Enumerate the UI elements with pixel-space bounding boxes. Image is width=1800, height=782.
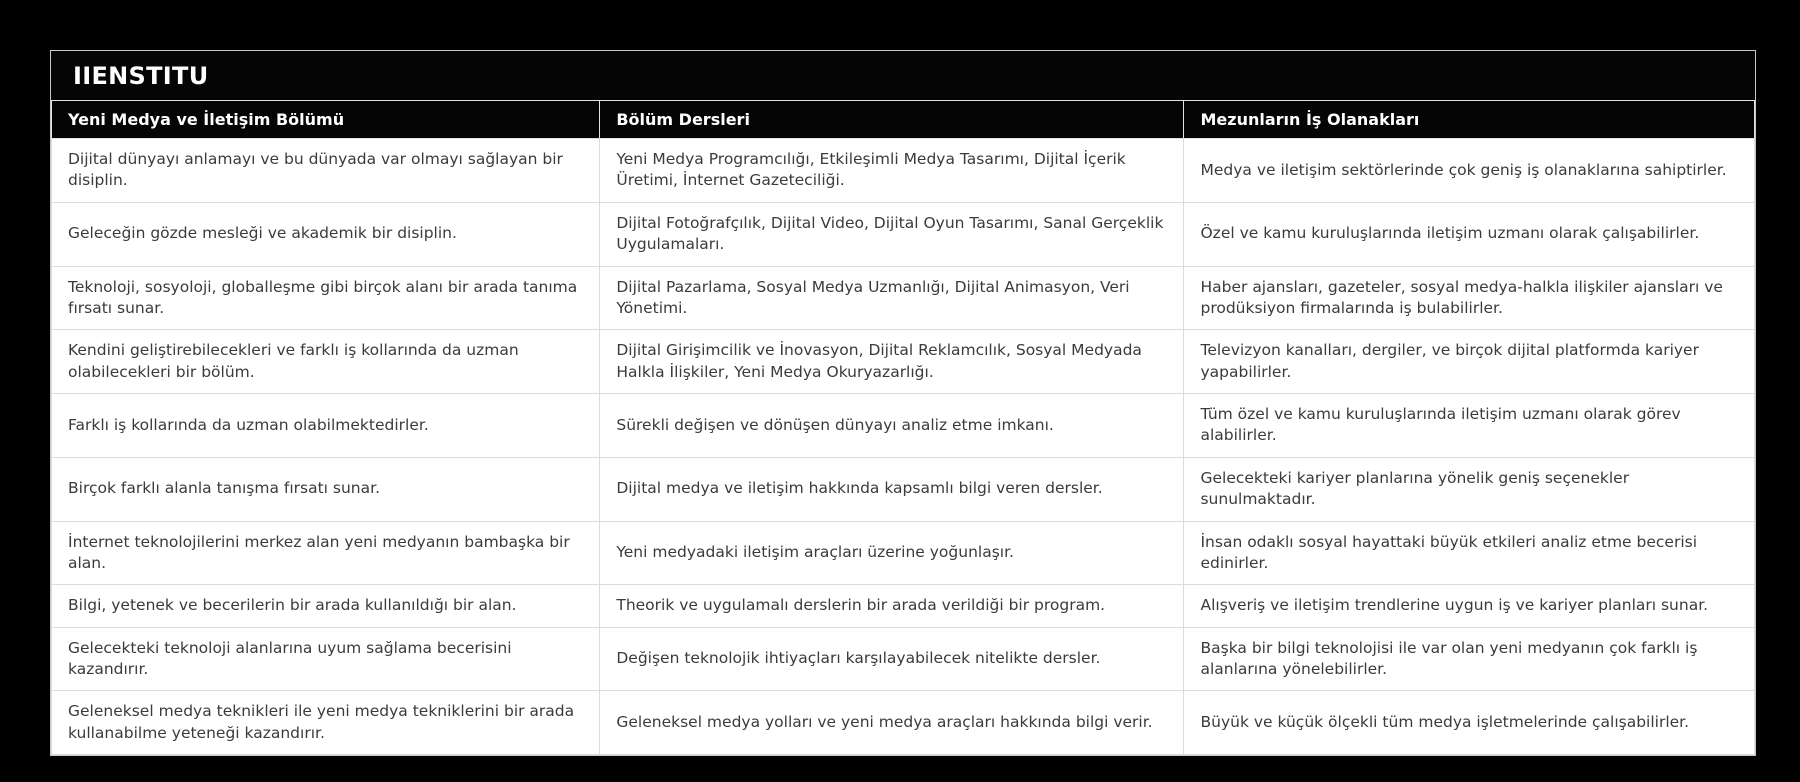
table-row	[52, 627, 1755, 691]
table-cell: Farklı iş kollarında da uzman olabilmektedirler.	[52, 394, 600, 458]
brand-header	[51, 51, 1755, 101]
table-body	[52, 139, 1755, 755]
table-cell: Dijital Girişimcilik ve İnovasyon, Dijital Reklamcılık, Sosyal Medyada Halkla İlişkiler, Yeni Medya Okuryazarlığı.	[600, 330, 1184, 394]
table-cell: Theorik ve uygulamalı derslerin bir arada verildiği bir program.	[600, 585, 1184, 627]
table-cell: Dijital Fotoğrafçılık, Dijital Video, Dijital Oyun Tasarımı, Sanal Gerçeklik Uygulamaları.	[600, 202, 1184, 266]
column-header-courses: Bölüm Dersleri	[600, 101, 1184, 139]
table-cell: Büyük ve küçük ölçekli tüm medya işletmelerinde çalışabilirler.	[1184, 691, 1755, 755]
table-cell: Geleceğin gözde mesleği ve akademik bir disiplin.	[52, 202, 600, 266]
table-row	[52, 202, 1755, 266]
table-cell: Yeni Medya Programcılığı, Etkileşimli Medya Tasarımı, Dijital İçerik Üretimi, İnternet Gazeteciliği.	[600, 139, 1184, 203]
header-row	[52, 101, 1755, 139]
table-cell: Değişen teknolojik ihtiyaçları karşılayabilecek nitelikte dersler.	[600, 627, 1184, 691]
table-cell: Alışveriş ve iletişim trendlerine uygun iş ve kariyer planları sunar.	[1184, 585, 1755, 627]
table-cell: Başka bir bilgi teknolojisi ile var olan yeni medyanın çok farklı iş alanlarına yönelebilirler.	[1184, 627, 1755, 691]
column-header-department: Yeni Medya ve İletişim Bölümü	[52, 101, 600, 139]
table-cell: Dijital dünyayı anlamayı ve bu dünyada var olmayı sağlayan bir disiplin.	[52, 139, 600, 203]
table-cell: Sürekli değişen ve dönüşen dünyayı analiz etme imkanı.	[600, 394, 1184, 458]
table-cell: Bilgi, yetenek ve becerilerin bir arada kullanıldığı bir alan.	[52, 585, 600, 627]
table-cell: Yeni medyadaki iletişim araçları üzerine yoğunlaşır.	[600, 521, 1184, 585]
table-cell: Gelecekteki teknoloji alanlarına uyum sağlama becerisini kazandırır.	[52, 627, 600, 691]
column-header-job-opportunities: Mezunların İş Olanakları	[1184, 101, 1755, 139]
table-row	[52, 457, 1755, 521]
table-row	[52, 585, 1755, 627]
table-cell: Gelecekteki kariyer planlarına yönelik geniş seçenekler sunulmaktadır.	[1184, 457, 1755, 521]
table-cell: Dijital Pazarlama, Sosyal Medya Uzmanlığı, Dijital Animasyon, Veri Yönetimi.	[600, 266, 1184, 330]
table-cell: Kendini geliştirebilecekleri ve farklı iş kollarında da uzman olabilecekleri bir bölüm.	[52, 330, 600, 394]
table-cell: Televizyon kanalları, dergiler, ve birçok dijital platformda kariyer yapabilirler.	[1184, 330, 1755, 394]
table-cell: Özel ve kamu kuruluşlarında iletişim uzmanı olarak çalışabilirler.	[1184, 202, 1755, 266]
table-cell: Dijital medya ve iletişim hakkında kapsamlı bilgi veren dersler.	[600, 457, 1184, 521]
table-card	[50, 50, 1756, 756]
table-cell: Geleneksel medya yolları ve yeni medya araçları hakkında bilgi verir.	[600, 691, 1184, 755]
table-row	[52, 691, 1755, 755]
table-cell: Haber ajansları, gazeteler, sosyal medya-halkla ilişkiler ajansları ve prodüksiyon firmalarında iş bulabilirler.	[1184, 266, 1755, 330]
table-cell: İnsan odaklı sosyal hayattaki büyük etkileri analiz etme becerisi edinirler.	[1184, 521, 1755, 585]
table-header	[52, 101, 1755, 139]
table-row	[52, 330, 1755, 394]
brand-title: IIENSTITU	[73, 61, 209, 90]
table-cell: Tüm özel ve kamu kuruluşlarında iletişim uzmanı olarak görev alabilirler.	[1184, 394, 1755, 458]
table-cell: Medya ve iletişim sektörlerinde çok geniş iş olanaklarına sahiptirler.	[1184, 139, 1755, 203]
table-row	[52, 139, 1755, 203]
info-table	[51, 101, 1755, 755]
table-cell: Geleneksel medya teknikleri ile yeni medya tekniklerini bir arada kullanabilme yeteneği kazandırır.	[52, 691, 600, 755]
table-cell: Birçok farklı alanla tanışma fırsatı sunar.	[52, 457, 600, 521]
table-row	[52, 266, 1755, 330]
table-row	[52, 521, 1755, 585]
table-cell: İnternet teknolojilerini merkez alan yeni medyanın bambaşka bir alan.	[52, 521, 600, 585]
table-cell: Teknoloji, sosyoloji, globalleşme gibi birçok alanı bir arada tanıma fırsatı sunar.	[52, 266, 600, 330]
table-row	[52, 394, 1755, 458]
